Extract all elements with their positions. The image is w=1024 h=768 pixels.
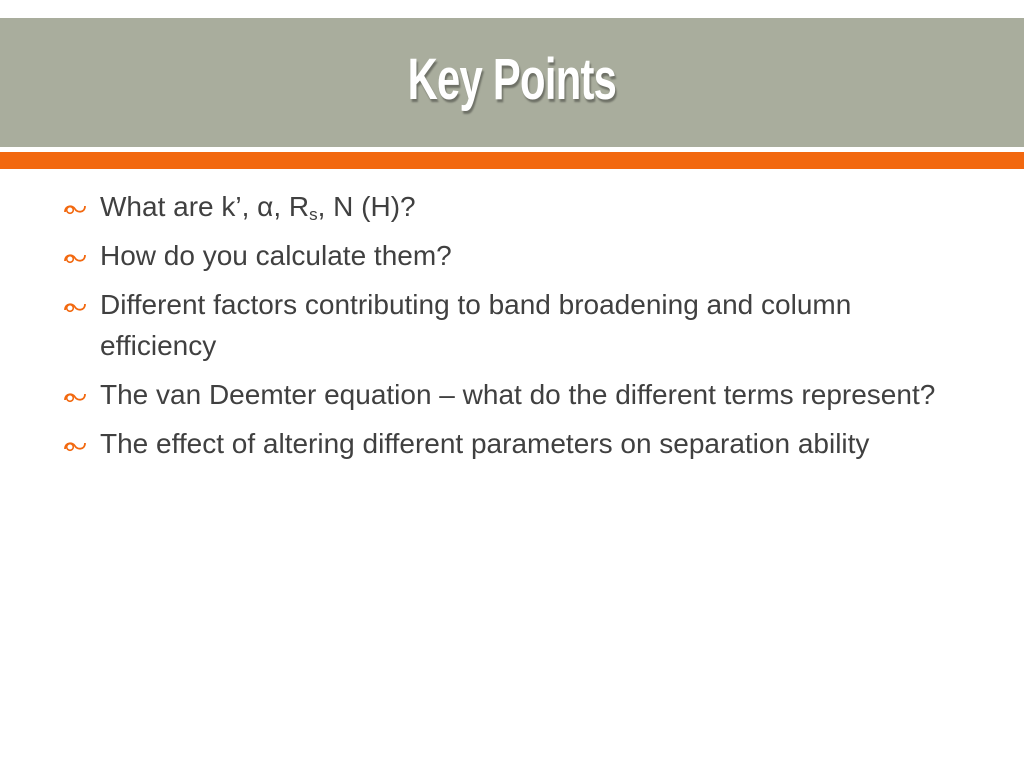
bullet-item-3 bbox=[60, 284, 960, 366]
bullet-text: The van Deemter equation – what do the different terms represent? bbox=[100, 379, 936, 410]
slide-title: Key Points bbox=[407, 47, 617, 112]
loop-curl-icon bbox=[62, 188, 88, 229]
bullet-text: The effect of altering different parameters on separation ability bbox=[100, 428, 870, 459]
bullet-item-5 bbox=[60, 423, 960, 464]
bullet-item-4 bbox=[60, 374, 960, 415]
loop-curl-icon bbox=[62, 237, 88, 278]
bullet-text: Different factors contributing to band broadening and column efficiency bbox=[100, 289, 852, 361]
bullet-text-suffix: , N (H)? bbox=[317, 191, 416, 222]
bullet-text-prefix: What are k’, α, R bbox=[100, 191, 310, 222]
title-bar bbox=[0, 18, 1024, 147]
bullet-text: How do you calculate them? bbox=[100, 240, 452, 271]
bullet-item-1 bbox=[60, 186, 960, 227]
accent-bar bbox=[0, 152, 1024, 169]
bullet-text-subscript: s bbox=[309, 205, 318, 224]
bullet-list bbox=[60, 186, 960, 472]
loop-curl-icon bbox=[62, 376, 88, 417]
loop-curl-icon bbox=[62, 286, 88, 327]
bullet-item-2 bbox=[60, 235, 960, 276]
loop-curl-icon bbox=[62, 425, 88, 466]
